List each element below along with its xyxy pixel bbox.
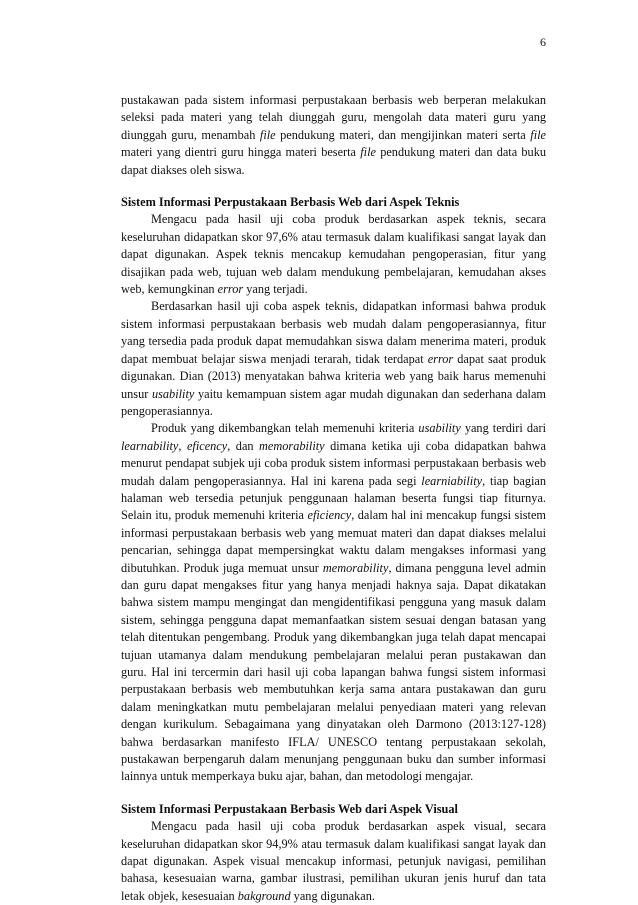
italic-term: file — [360, 145, 376, 160]
section-heading: Sistem Informasi Perpustakaan Berbasis Web dari Aspek Teknis — [121, 195, 460, 210]
page-number: 6 — [540, 35, 546, 49]
body-paragraph: Mengacu pada hasil uji coba produk berdasarkan aspek visual, secara keseluruhan didapatkan skor 94,9% atau termasuk dalam kualifikasi sangat layak dan dapat digunakan. Aspek visual mencakup informasi, petunjuk navigasi, pemilihan bahasa, kesesuaian warna, gambar ilustrasi, pemilihan ukuran jenis huruf dan tata letak objek, kesesuaian bakground yang digunakan. — [121, 819, 546, 903]
section-technical — [121, 194, 546, 786]
section-heading: Sistem Informasi Perpustakaan Berbasis Web dari Aspek Visual — [121, 801, 458, 816]
italic-term: error — [427, 351, 454, 366]
italic-term: learniability — [421, 473, 483, 488]
italic-term: memorability — [259, 438, 325, 453]
body-paragraph: Berdasarkan hasil uji coba aspek teknis, didapatkan informasi bahwa produk sistem informasi perpustakaan berbasis web mudah dalam pengoperasiannya, fitur yang tersedia pada produk dapat memudahkan siswa dalam menerima materi, produk dapat membuat belajar siswa menjadi terarah, tidak terdapat error dapat saat produk digunakan. Dian (2013) menyatakan bahwa kriteria web yang baik harus memenuhi unsur usability yaitu kemampuan sistem agar mudah digunakan dan sederhana dalam pengoperasiannya. — [121, 299, 547, 418]
italic-term: eficiency — [307, 508, 352, 523]
document-body — [121, 92, 546, 905]
intro-paragraph: pustakawan pada sistem informasi perpustakaan berbasis web berperan melakukan seleksi pada materi yang telah diunggah guru, mengolah data materi guru yang diunggah guru, menambah file pendukung materi, dan mengijinkan materi serta file materi yang dientri guru hingga materi beserta file pendukung materi dan data buku dapat diakses oleh siswa. — [121, 93, 546, 177]
italic-term: bakground — [237, 888, 291, 903]
italic-term: memorability — [322, 560, 389, 575]
italic-term: usability — [418, 421, 461, 436]
italic-term: usability — [151, 386, 195, 401]
italic-term: eficency — [186, 438, 228, 453]
italic-term: file — [259, 127, 276, 142]
body-paragraph: Mengacu pada hasil uji coba produk berdasarkan aspek teknis, secara keseluruhan didapatkan skor 97,6% atau termasuk dalam kualifikasi sangat layak dan dapat digunakan. Aspek teknis mencakup kemudahan pengoperasian, fitur yang disajikan pada web, tujuan web dalam mendukung pembelajaran, kemudahan akses web, kemungkinan error yang terjadi. — [121, 212, 546, 297]
body-paragraph: Produk yang dikembangkan telah memenuhi kriteria usability yang terdiri dari learnability, eficency, dan memorability dimana ketika uji coba didapatkan bahwa menurut pendapat subjek uji coba produk sistem informasi perpustakaan berbasis web mudah dalam pengoperasiannya. Hal ini karena pada segi learniability, tiap bagian halaman web tersedia petunjuk penggunaan halaman beserta fungsi tiap fiturnya. Selain itu, produk memenuhi kriteria eficiency, dalam hal ini mencakup fungsi sistem informasi perpustakaan berbasis web yang memuat materi dan dapat diakses melalui pencarian, sehingga dapat mempersingkat waktu dalam mengakses informasi yang dibutuhkan. Produk juga memuat unsur memorability, dimana pengguna level admin dan guru dapat mengakses fitur yang hanya menjadi haknya saja. Dapat dikatakan bahwa sistem mampu mengingat dan mengidentifikasi pengguna yang masuk dalam sistem, sehingga pengguna dapat memanfaatkan sistem sesuai dengan batasan yang telah ditentukan pengembang. Produk yang dikembangkan juga telah dapat mencapai tujuan utamanya dalam mendukung pembelajaran melalui peran pustakawan dan guru. Hal ini tercermin dari hasil uji coba lapangan bahwa fungsi sistem informasi perpustakaan berbasis web membutuhkan kerja sama antara pustakawan dan guru dalam meningkatkan mutu pembelajaran melalui penyediaan materi yang relevan dengan kurikulum. Sebagaimana yang dinyatakan oleh Darmono (2013:127-128) bahwa berdasarkan manifesto IFLA/ UNESCO tentang perpustakaan sekolah, pustakawan berpengaruh dalam menunjang penggunaan buku dan sumber informasi lainnya untuk memperkaya buku ajar, bahan, dan metodologi mengajar. — [121, 421, 547, 784]
section-visual — [121, 801, 546, 905]
italic-term: learnability — [121, 438, 179, 453]
italic-term: error — [217, 282, 244, 297]
italic-term: file — [530, 127, 546, 142]
